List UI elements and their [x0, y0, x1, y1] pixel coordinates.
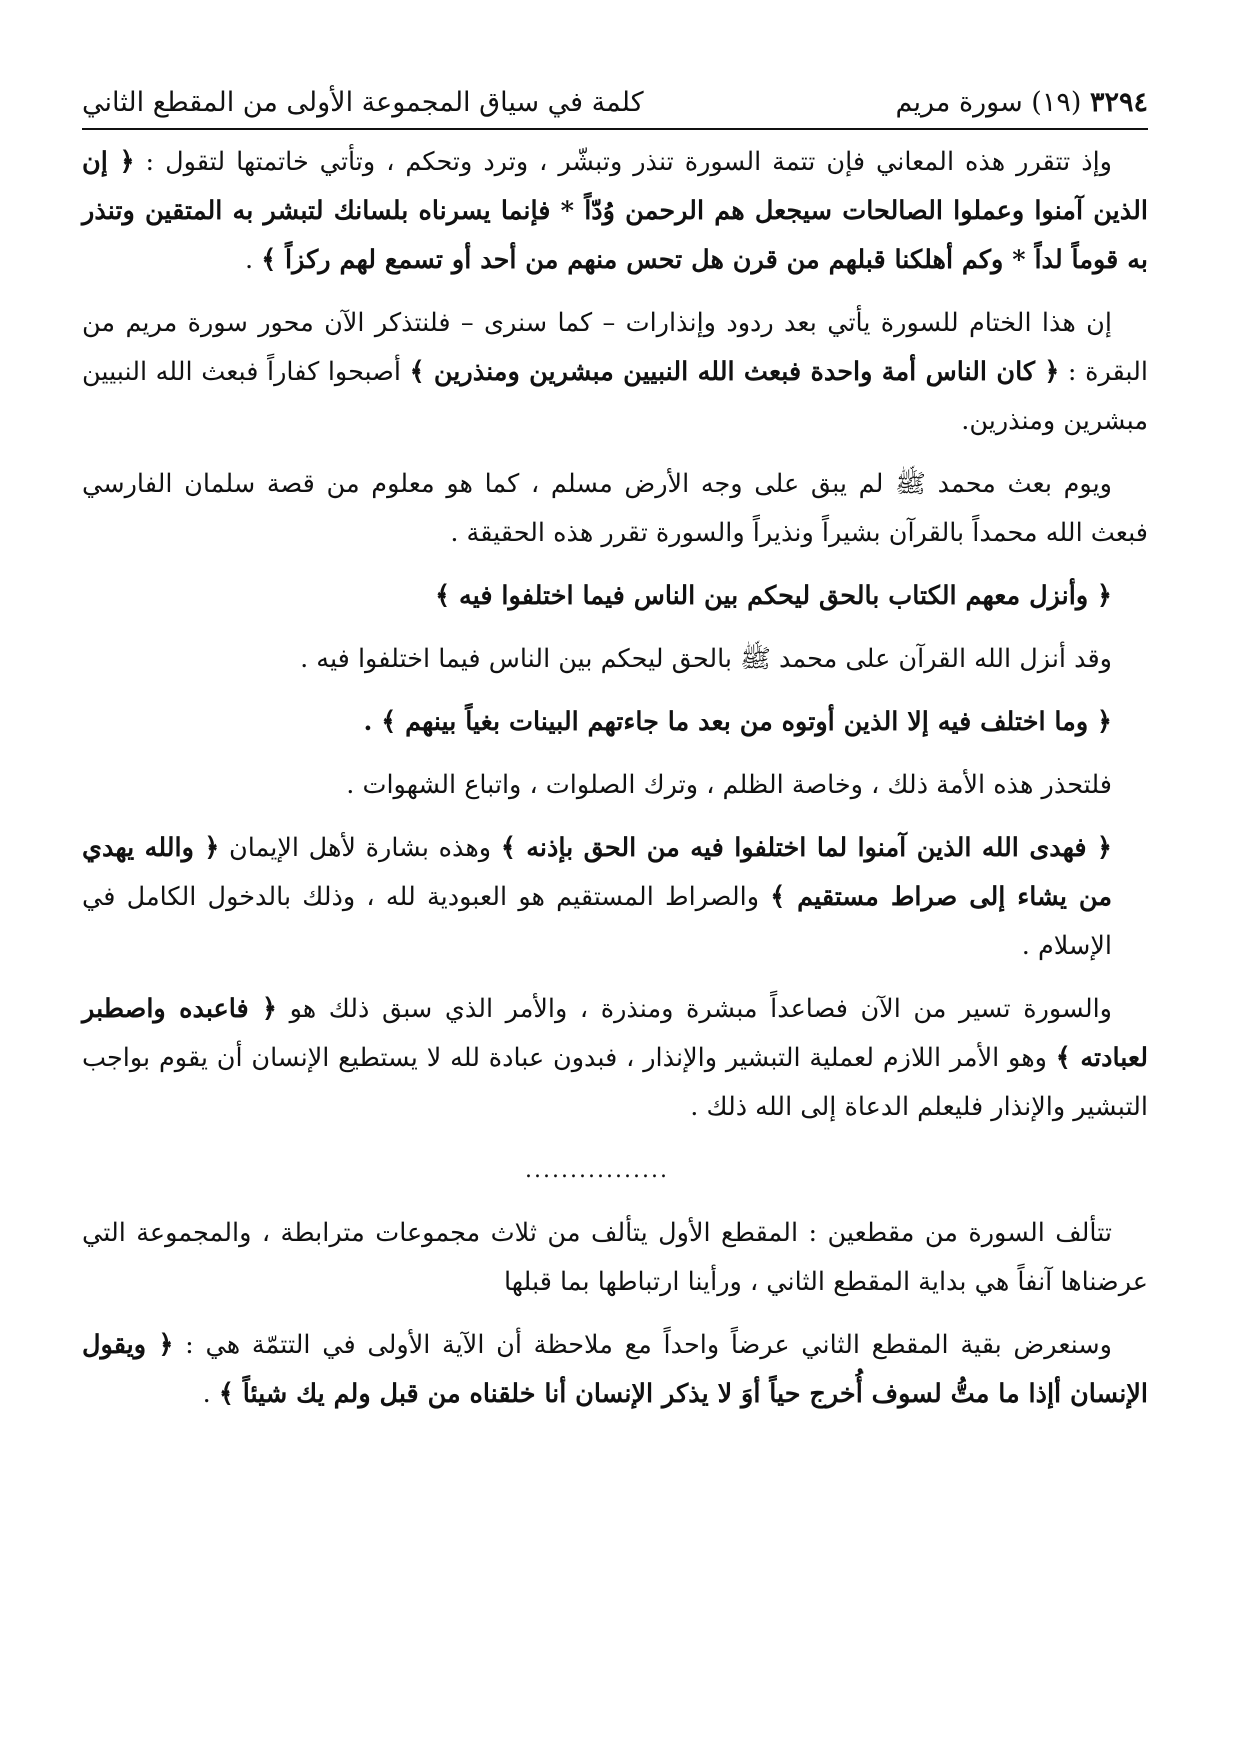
paragraph-8: تتألف السورة من مقطعين : المقطع الأول يتألف من ثلاث مجموعات مترابطة ، والمجموعة التي عرضناها آنفاً هي بداية المقطع الثاني ، ورأينا ارتباطها بما قبلها: [82, 1218, 1148, 1297]
paragraph-6: [82, 824, 1148, 971]
paragraph-3: ويوم بعث محمد ﷺ لم يبق على وجه الأرض مسلم ، كما هو معلوم من قصة سلمان الفارسي فبعث الله محمداً بالقرآن بشيراً ونذيراً والسورة تقرر هذه الحقيقة .: [82, 469, 1148, 548]
bracket-open: ﴿: [1086, 833, 1113, 863]
section-separator: ................: [525, 1158, 669, 1183]
paragraph-2: [82, 299, 1148, 446]
bracket-close: ﴾: [409, 357, 434, 387]
quote-text: والله يهدي من يشاء إلى صراط مستقيم: [82, 833, 1112, 912]
bracket-open: ﴿: [1035, 357, 1060, 387]
text-run: والصراط المستقيم هو العبودية لله ، وذلك بالدخول الكامل في الإسلام .: [82, 882, 1112, 961]
bracket-close: ﴾: [435, 581, 459, 611]
bracket-close: ﴾: [218, 1379, 243, 1409]
text-run: وهذه بشارة لأهل الإيمان: [219, 833, 501, 863]
bracket-close: ﴾: [261, 245, 286, 275]
surah-label: (١٩) سورة مريم: [895, 87, 1082, 118]
running-header: [82, 68, 1148, 124]
quote-text: ويقول الإنسان أإذا ما متُّ لسوف أُخرج حياً أوَ لا يذكر الإنسان أنا خلقناه من قبل ولم يك شيئاً: [82, 1330, 1148, 1409]
text-run: أصبحوا كفاراً فبعث الله النبيين مبشرين ومنذرين.: [82, 357, 1148, 436]
bracket-close: ﴾: [500, 833, 527, 863]
quote-text: فاعبده واصطبر لعبادته: [82, 994, 1148, 1073]
bracket-open: ﴿: [1088, 707, 1112, 737]
verse-text: وما اختلف فيه إلا الذين أوتوه من بعد ما جاءتهم البينات بغياً بينهم: [405, 707, 1089, 737]
quran-quote: [410, 357, 1060, 387]
bracket-open: ﴿: [193, 833, 220, 863]
paragraph-1: وإذ تتقرر هذه المعاني فإن تتمة السورة تنذر وتبشّر ، وترد وتحكم ، وتأتي خاتمتها لتقول : ﴿ إن الذين آمنوا وعملوا الصالحات سيجعل هم الرحمن وُدّاً * فإنما يسرناه بلسانك لتبشر به المتقين وتنذر به قوماً لداً * وكم أهلكنا قبلهم من قرن هل تحس منهم من أحد أو تسمع لهم ركزاً ﴾ .: [82, 147, 1148, 275]
paragraph-9: وسنعرض بقية المقطع الثاني عرضاً واحداً مع ملاحظة أن الآية الأولى في التتمّة هي : ﴿ ويقول الإنسان أإذا ما متُّ لسوف أُخرج حياً أوَ لا يذكر الإنسان أنا خلقناه من قبل ولم يك شيئاً ﴾ .: [82, 1330, 1148, 1409]
header-right: [896, 87, 1148, 118]
text-run: وسنعرض بقية المقطع الثاني عرضاً واحداً مع ملاحظة أن الآية الأولى في التتمّة هي :: [173, 1330, 1112, 1360]
page-number: ٣٢٩٤: [1089, 87, 1148, 118]
text-run: وإذ تتقرر هذه المعاني فإن تتمة السورة تنذر وتبشّر ، وترد وتحكم ، وتأتي خاتمتها لتقول :: [134, 147, 1112, 177]
bracket-open: ﴿: [107, 147, 135, 177]
quote-text: فهدى الله الذين آمنوا لما اختلفوا فيه من الحق بإذنه: [526, 833, 1087, 863]
text-run: إن هذا الختام للسورة يأتي بعد ردود وإنذارات – كما سنرى – فلنتذكر الآن محور سورة مريم من البقرة :: [82, 308, 1148, 387]
section-title: كلمة في سياق المجموعة الأولى من المقطع الثاني: [82, 87, 644, 118]
quote-text: إن الذين آمنوا وعملوا الصالحات سيجعل هم الرحمن وُدّاً * فإنما يسرناه بلسانك لتبشر به المتقين وتنذر به قوماً لداً * وكم أهلكنا قبلهم من قرن هل تحس منهم من أحد أو تسمع لهم ركزاً: [82, 147, 1148, 275]
bracket-open: ﴿: [248, 994, 277, 1024]
header-rule: [82, 128, 1148, 130]
paragraph-4: وقد أنزل الله القرآن على محمد ﷺ بالحق ليحكم بين الناس فيما اختلفوا فيه .: [300, 644, 1112, 674]
quran-quote: [501, 833, 1112, 863]
paragraph-7: [82, 985, 1148, 1132]
verse-1: [82, 572, 1148, 621]
text-run: وهو الأمر اللازم لعملية التبشير والإنذار ، فبدون عبادة لله لا يستطيع الإنسان أن يقوم بواجب التبشير والإنذار فليعلم الدعاة إلى الله ذلك .: [82, 1043, 1148, 1122]
bracket-open: ﴿: [146, 1330, 174, 1360]
quote-text: كان الناس أمة واحدة فبعث الله النبيين مبشرين ومنذرين: [433, 357, 1036, 387]
paragraph-5: فلتحذر هذه الأمة ذلك ، وخاصة الظلم ، وترك الصلوات ، واتباع الشهوات .: [346, 770, 1112, 800]
verse-2: ﴿ وما اختلف فيه إلا الذين أوتوه من بعد ما جاءتهم البينات بغياً بينهم ﴾ .: [363, 707, 1112, 737]
bracket-open: ﴿: [1088, 581, 1112, 611]
bracket-close: ﴾: [1055, 1043, 1081, 1073]
bracket-close: ﴾: [770, 882, 798, 912]
text-run: والسورة تسير من الآن فصاعداً مبشرة ومنذرة ، والأمر الذي سبق ذلك هو: [277, 994, 1112, 1024]
body-text: [82, 138, 1148, 1433]
bracket-close: ﴾: [381, 707, 406, 737]
verse-text: وأنزل معهم الكتاب بالحق ليحكم بين الناس فيما اختلفوا فيه: [459, 581, 1089, 611]
